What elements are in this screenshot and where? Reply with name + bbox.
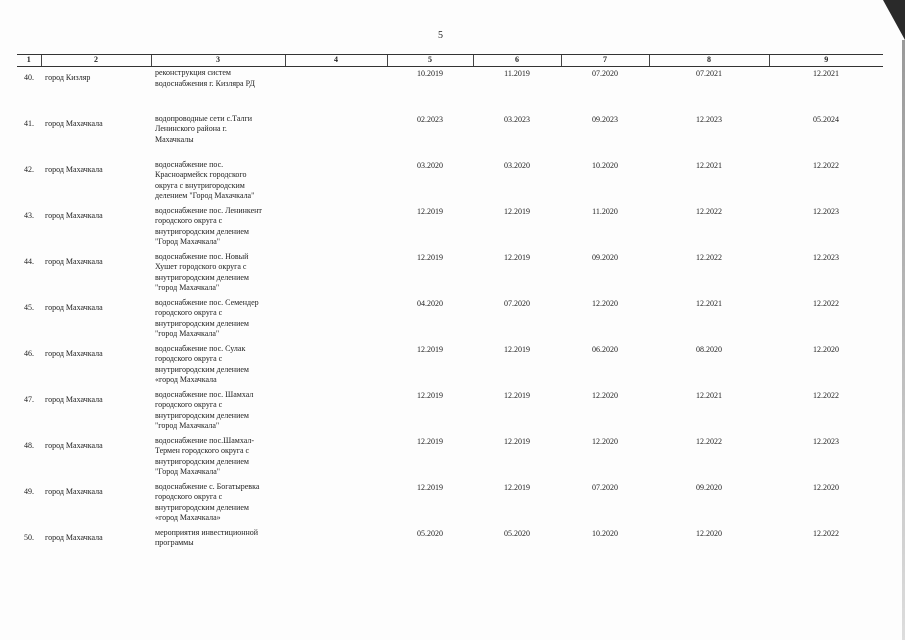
date-cell-c8: 08.2020 (696, 344, 722, 354)
description-cell (151, 113, 285, 159)
municipality-cell: город Махачкала (45, 532, 103, 542)
description-cell (151, 297, 285, 343)
description-line: внутригородским делением (155, 502, 249, 512)
empty-cell (285, 435, 387, 481)
date-cell-c5: 02.2023 (417, 114, 443, 124)
date-cell-c9: 12.2021 (813, 69, 839, 78)
description-cell (151, 527, 285, 573)
page-number: 5 (438, 30, 443, 41)
date-cell-c8: 12.2022 (696, 436, 722, 446)
description-line: водоснабжение пос. Шамхал (155, 389, 254, 399)
date-cell-c5: 12.2019 (417, 252, 443, 262)
date-cell-c9: 05.2024 (813, 114, 839, 124)
description-line: Термен городского округа с (155, 446, 250, 455)
description-cell (151, 343, 285, 389)
empty-cell (285, 389, 387, 435)
row-number: 47. (24, 394, 34, 404)
table-row (17, 435, 883, 481)
column-header-5: 5 (387, 55, 473, 67)
row-number: 44. (24, 256, 34, 266)
date-cell-c7: 09.2020 (592, 252, 618, 262)
table-row (17, 481, 883, 527)
column-header-2: 2 (41, 55, 151, 67)
description-line: водоснабжение пос. Сулак (155, 343, 246, 353)
table-row (17, 67, 883, 113)
empty-cell (285, 67, 387, 113)
date-cell-c6: 03.2023 (504, 114, 530, 124)
date-cell-c6: 12.2019 (504, 390, 530, 400)
date-cell-c8: 12.2020 (696, 528, 722, 538)
description-line: "город Махачкала" (155, 283, 220, 292)
description-line: внутригородским делением (155, 318, 249, 328)
date-cell-c8: 12.2022 (696, 206, 722, 216)
description-cell (151, 389, 285, 435)
description-line: водоснабжение пос. Семендер (155, 297, 259, 307)
date-cell-c5: 05.2020 (417, 528, 443, 538)
row-number: 41. (24, 118, 34, 128)
description-line: внутригородским делением (155, 364, 249, 374)
description-line: водоснабжение пос. (155, 159, 224, 169)
date-cell-c9: 12.2023 (813, 252, 839, 262)
date-cell-c7: 12.2020 (592, 390, 618, 400)
date-cell-c7: 12.2020 (592, 298, 618, 308)
empty-cell (285, 481, 387, 527)
description-line: внутригородским делением (155, 410, 249, 420)
column-header-8: 8 (649, 55, 769, 67)
row-number: 50. (24, 532, 34, 542)
date-cell-c5: 03.2020 (417, 160, 443, 170)
date-cell-c5: 12.2019 (417, 344, 443, 354)
description-line: "город Махачкала" (155, 329, 220, 338)
date-cell-c8: 12.2021 (696, 160, 722, 170)
row-number: 46. (24, 348, 34, 358)
description-line: "Город Махачкала" (155, 237, 221, 246)
municipality-cell: город Кизляр (45, 73, 91, 82)
row-number: 42. (24, 164, 34, 174)
table-row (17, 297, 883, 343)
date-cell-c6: 12.2019 (504, 206, 530, 216)
description-line: программы (155, 538, 194, 547)
description-line: Махачкалы (155, 134, 194, 144)
description-line: водоснабжение пос.Шамхал- (155, 435, 254, 445)
description-cell (151, 67, 285, 113)
municipality-cell: город Махачкала (45, 348, 103, 358)
description-line: городского округа с (155, 216, 223, 225)
description-line: внутригородским делением (155, 226, 249, 236)
description-line: округа с внутригородским (155, 180, 245, 190)
investment-program-table (17, 54, 883, 573)
table-row (17, 159, 883, 205)
description-line: «город Махачкала (155, 375, 217, 384)
column-header-4: 4 (285, 55, 387, 67)
row-number: 45. (24, 302, 34, 312)
description-line: городского округа с (155, 354, 223, 363)
date-cell-c7: 10.2020 (592, 528, 618, 538)
date-cell-c6: 03.2020 (504, 160, 530, 170)
date-cell-c7: 09.2023 (592, 114, 618, 124)
column-header-3: 3 (151, 55, 285, 67)
date-cell-c8: 12.2021 (696, 298, 722, 308)
description-cell (151, 159, 285, 205)
date-cell-c7: 06.2020 (592, 344, 618, 354)
description-cell (151, 205, 285, 251)
empty-cell (285, 159, 387, 205)
date-cell-c9: 12.2022 (813, 390, 839, 400)
row-number: 48. (24, 440, 34, 450)
description-line: водоснабжение с. Богатыревка (155, 481, 260, 491)
description-line: "Город Махачкала" (155, 467, 221, 476)
municipality-cell: город Махачкала (45, 210, 103, 220)
municipality-cell: город Махачкала (45, 302, 103, 312)
description-line: городского округа с (155, 492, 223, 501)
description-line: Хушет городского округа с (155, 262, 247, 271)
date-cell-c9: 12.2022 (813, 298, 839, 308)
column-header-6: 6 (473, 55, 561, 67)
empty-cell (285, 113, 387, 159)
date-cell-c8: 12.2021 (696, 390, 722, 400)
column-header-9: 9 (769, 55, 883, 67)
description-cell (151, 481, 285, 527)
description-line: городского округа с (155, 400, 223, 409)
date-cell-c9: 12.2022 (813, 160, 839, 170)
description-line: мероприятия инвестиционной (155, 527, 259, 537)
scan-corner-shadow (883, 0, 905, 40)
date-cell-c6: 05.2020 (504, 528, 530, 538)
table-row (17, 113, 883, 159)
municipality-cell: город Махачкала (45, 118, 103, 128)
date-cell-c5: 12.2019 (417, 206, 443, 216)
description-line: Красноармейск городского (155, 170, 247, 179)
table-row (17, 527, 883, 573)
date-cell-c5: 12.2019 (417, 390, 443, 400)
table-header-row (17, 55, 883, 67)
date-cell-c5: 04.2020 (417, 298, 443, 308)
description-line: внутригородским делением (155, 456, 249, 466)
date-cell-c7: 07.2020 (592, 482, 618, 492)
date-cell-c9: 12.2020 (813, 344, 839, 354)
row-number: 40. (24, 73, 34, 82)
empty-cell (285, 205, 387, 251)
table-row (17, 389, 883, 435)
date-cell-c9: 12.2022 (813, 528, 839, 538)
municipality-cell: город Махачкала (45, 440, 103, 450)
date-cell-c9: 12.2020 (813, 482, 839, 492)
date-cell-c7: 12.2020 (592, 436, 618, 446)
municipality-cell: город Махачкала (45, 164, 103, 174)
date-cell-c5: 12.2019 (417, 482, 443, 492)
date-cell-c6: 11.2019 (504, 69, 530, 78)
date-cell-c6: 12.2019 (504, 344, 530, 354)
row-number: 49. (24, 486, 34, 496)
municipality-cell: город Махачкала (45, 486, 103, 496)
table-row (17, 251, 883, 297)
table-body (17, 67, 883, 573)
description-line: городского округа с (155, 308, 223, 317)
date-cell-c8: 12.2023 (696, 114, 722, 124)
date-cell-c6: 07.2020 (504, 298, 530, 308)
date-cell-c8: 09.2020 (696, 482, 722, 492)
row-number: 43. (24, 210, 34, 220)
date-cell-c8: 07.2021 (696, 69, 722, 78)
date-cell-c9: 12.2023 (813, 206, 839, 216)
date-cell-c9: 12.2023 (813, 436, 839, 446)
description-line: внутригородским делением (155, 272, 249, 282)
column-header-7: 7 (561, 55, 649, 67)
date-cell-c6: 12.2019 (504, 252, 530, 262)
description-line: водоснабжение пос. Новый (155, 251, 249, 261)
empty-cell (285, 527, 387, 573)
description-line: делением "Город Махачкала" (155, 191, 255, 200)
date-cell-c5: 10.2019 (417, 69, 443, 78)
date-cell-c7: 10.2020 (592, 160, 618, 170)
table-row (17, 205, 883, 251)
date-cell-c7: 07.2020 (592, 69, 618, 78)
municipality-cell: город Махачкала (45, 394, 103, 404)
date-cell-c5: 12.2019 (417, 436, 443, 446)
description-line: водоснабжения г. Кизляра РД (155, 78, 255, 88)
date-cell-c6: 12.2019 (504, 482, 530, 492)
empty-cell (285, 343, 387, 389)
empty-cell (285, 251, 387, 297)
date-cell-c8: 12.2022 (696, 252, 722, 262)
description-cell (151, 251, 285, 297)
column-header-1: 1 (17, 55, 41, 67)
date-cell-c7: 11.2020 (592, 206, 618, 216)
description-line: водопроводные сети с.Талги (155, 113, 253, 123)
description-line: Ленинского района г. (155, 124, 227, 133)
empty-cell (285, 297, 387, 343)
description-line: водоснабжение пос. Ленинкент (155, 205, 262, 215)
description-line: реконструкция систем (155, 68, 231, 77)
table-row (17, 343, 883, 389)
date-cell-c6: 12.2019 (504, 436, 530, 446)
municipality-cell: город Махачкала (45, 256, 103, 266)
description-cell (151, 435, 285, 481)
description-line: "город Махачкала" (155, 421, 220, 430)
description-line: «город Махачкала» (155, 513, 221, 522)
